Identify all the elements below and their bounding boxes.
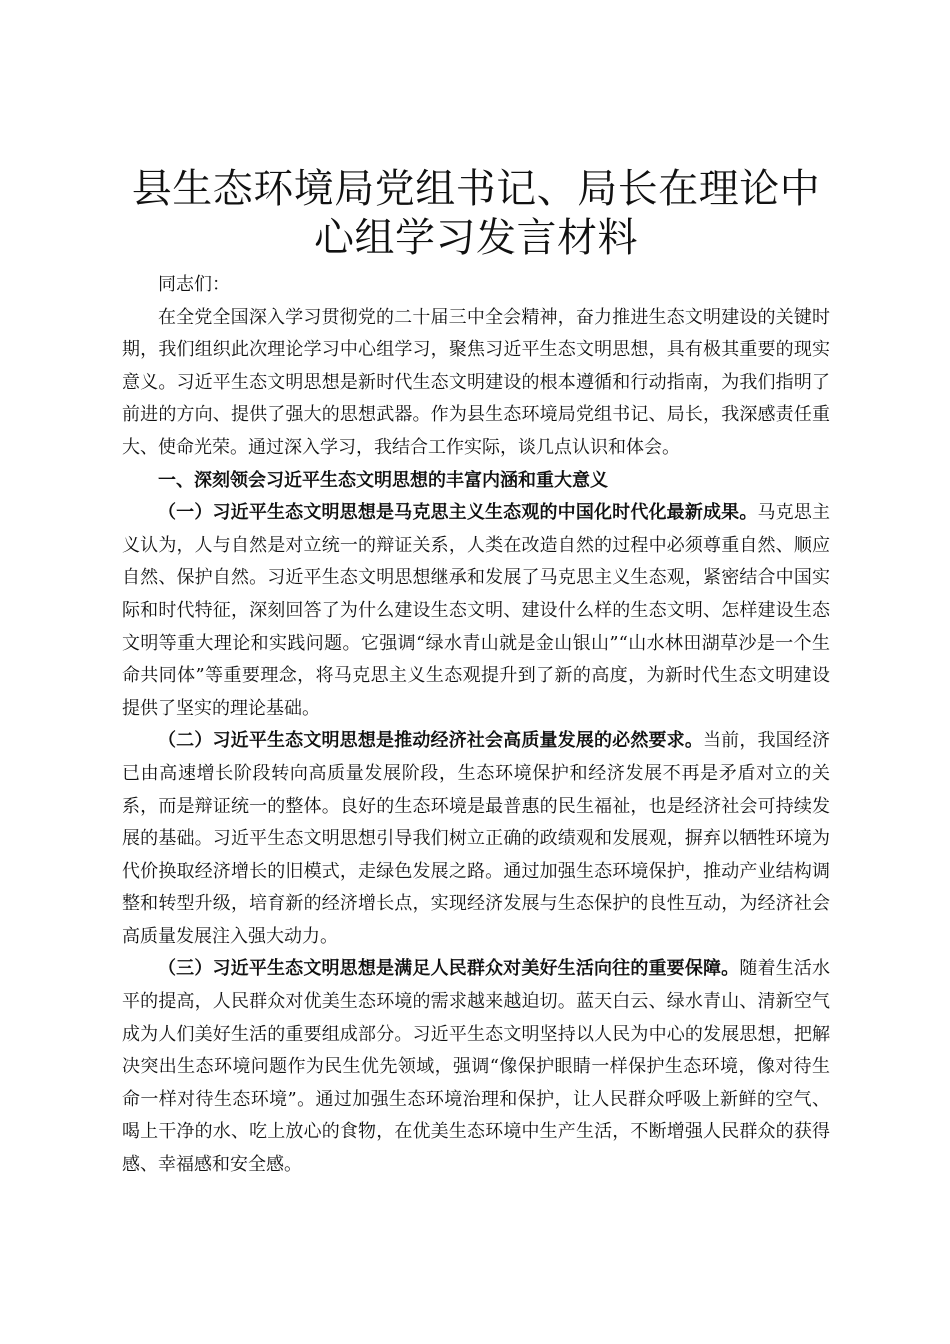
paragraph-3-lead: （三）习近平生态文明思想是满足人民群众对美好生活向往的重要保障。	[158, 958, 740, 980]
paragraph-3	[122, 953, 830, 1181]
salutation: 同志们：	[158, 274, 230, 295]
paragraph-3-body: 随着生活水平的提高，人民群众对优美生态环境的需求越来越迫切。蓝天白云、绿水青山、清新空气成为人们美好生活的重要组成部分。习近平生态文明坚持以人民为中心的发展思想，把解决突出生态环境问题作为民生优先领域，强调“像保护眼睛一样保护生态环境，像对待生命一样对待生态环境”。通过加强生态环境治理和保护，让人民群众呼吸上新鲜的空气、喝上干净的水、吃上放心的食物，在优美生态环境中生产生活，不断增强人民群众的获得感、幸福感和安全感。	[122, 958, 831, 1176]
paragraph-1	[122, 497, 830, 725]
paragraph-2-body: 当前，我国经济已由高速增长阶段转向高质量发展阶段，生态环境保护和经济发展不再是矛盾对立的关系，而是辩证统一的整体。良好的生态环境是最普惠的民生福祉，也是经济社会可持续发展的基础。习近平生态文明思想引导我们树立正确的政绩观和发展观，摒弃以牺牲环境为代价换取经济增长的旧模式，走绿色发展之路。通过加强生态环境保护，推动产业结构调整和转型升级，培育新的经济增长点，实现经济发展与生态保护的良性互动，为经济社会高质量发展注入强大动力。	[122, 730, 830, 947]
section-heading-1: 一、深刻领会习近平生态文明思想的丰富内涵和重大意义	[158, 469, 608, 491]
paragraph-1-lead: （一）习近平生态文明思想是马克思主义生态观的中国化时代化最新成果。	[158, 502, 758, 524]
document-page	[122, 165, 830, 1182]
document-title: 县生态环境局党组书记、局长在理论中心组学习发言材料	[131, 166, 821, 261]
intro-paragraph: 在全党全国深入学习贯彻党的二十届三中全会精神，奋力推进生态文明建设的关键时期，我们组织此次理论学习中心组学习，聚焦习近平生态文明思想，具有极其重要的现实意义。习近平生态文明思想是新时代生态文明建设的根本遵循和行动指南，为我们指明了前进的方向、提供了强大的思想武器。作为县生态环境局党组书记、局长，我深感责任重大、使命光荣。通过深入学习，我结合工作实际，谈几点认识和体会。	[122, 306, 830, 458]
paragraph-1-body: 马克思主义认为，人与自然是对立统一的辩证关系，人类在改造自然的过程中必须尊重自然、顺应自然、保护自然。习近平生态文明思想继承和发展了马克思主义生态观，紧密结合中国实际和时代特征，深刻回答了为什么建设生态文明、建设什么样的生态文明、怎样建设生态文明等重大理论和实践问题。它强调“绿水青山就是金山银山”“山水林田湖草沙是一个生命共同体”等重要理念，将马克思主义生态观提升到了新的高度，为新时代生态文明建设提供了坚实的理论基础。	[122, 502, 830, 719]
paragraph-2	[122, 725, 830, 953]
paragraph-2-lead: （二）习近平生态文明思想是推动经济社会高质量发展的必然要求。	[158, 730, 703, 752]
